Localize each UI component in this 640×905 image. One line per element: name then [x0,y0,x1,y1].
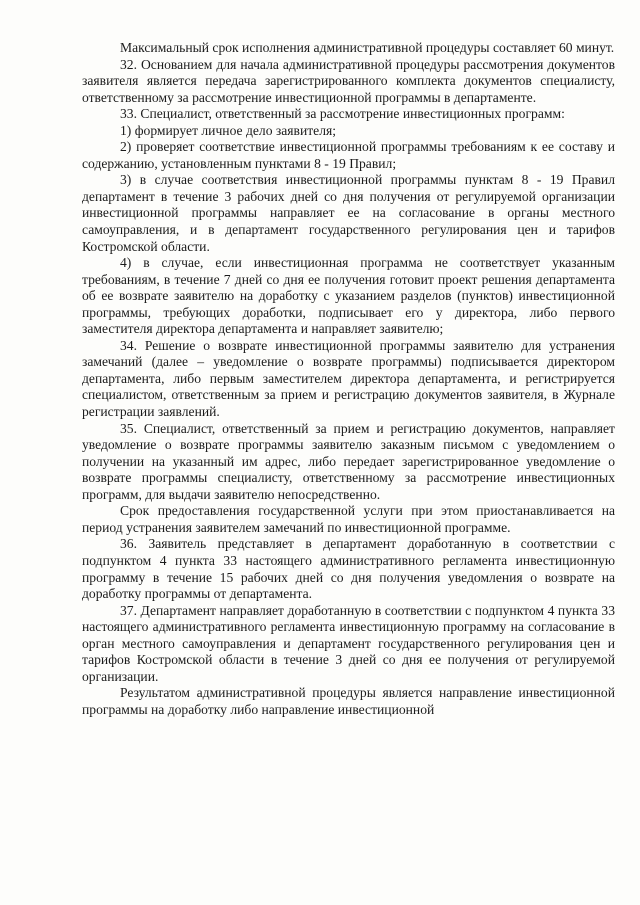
paragraph-33-item-1: 1) формирует личное дело заявителя; [120,122,337,138]
paragraph-37: 37. Департамент направляет доработанную в соответствии с подпунктом 4 пункта 33 настоящего административного регламента инвестиционную программу на согласование в орган местного самоуправления и департамент государственного регулирования цен и тарифов Костромской области в течение 3 дней со дня ее получения от регулируемой организации. [82,602,615,684]
paragraph-36: 36. Заявитель представляет в департамент доработанную в соответствии с подпунктом 4 пункта 33 настоящего административного регламента инвестиционную программу в течение 15 рабочих дней со дня получения уведомления о возврате на доработку программы от департамента. [82,536,615,602]
paragraph-suspension: Срок предоставления государственной услуги при этом приостанавливается на период устранения заявителем замечаний по инвестиционной программе. [82,503,615,535]
paragraph-34: 34. Решение о возврате инвестиционной программы заявителю для устранения замечаний (далее – уведомление о возврате программы) подписывается директором департамента, либо первым заместителем директора департамента, и регистрируется специалистом, ответственным за прием и регистрацию документов заявителя, в Журнале регистрации заявлений. [82,337,615,420]
paragraph-32: 32. Основанием для начала административной процедуры рассмотрения документов заявителя является передача зарегистрированного комплекта документов специалисту, ответственному за рассмотрение инвестиционной программы в департаменте. [82,56,615,105]
paragraph-33-item-3: 3) в случае соответствия инвестиционной программы пунктам 8 - 19 Правил департамент в течение 3 рабочих дней со дня получения от регулируемой организации инвестиционной программы направляет ее на согласование в органы местного самоуправления, и в департамент государственного регулирования цен и тарифов Костромской области. [82,172,615,254]
paragraph-33: 33. Специалист, ответственный за рассмотрение инвестиционных программ: [120,106,565,122]
paragraph-33-item-2: 2) проверяет соответствие инвестиционной программы требованиям к ее составу и содержанию, установленным пунктами 8 - 19 Правил; [82,139,615,171]
document-body [82,40,615,718]
paragraph-33-item-4: 4) в случае, если инвестиционная программа не соответствует указанным требованиям, в течение 7 дней со дня ее получения готовит проект решения департамента об ее возврате заявителю на доработку с указанием разделов (пунктов) инвестиционной программы, требующих доработки, подписывает его у директора, либо первого заместителя директора департамента и направляет заявителю; [82,255,615,337]
paragraph-result: Результатом административной процедуры является направление инвестиционной программы на доработку либо направление инвестиционной [82,685,615,717]
paragraph-35: 35. Специалист, ответственный за прием и регистрацию документов, направляет уведомление о возврате программы заявителю заказным письмом с уведомлением о получении на указанный им адрес, либо передает зарегистрированное уведомление о возврате программы специалисту, ответственному за рассмотрение инвестиционных программ, для выдачи заявителю непосредственно. [82,420,615,502]
paragraph-max-duration: Максимальный срок исполнения административной процедуры составляет 60 минут. [120,40,615,55]
